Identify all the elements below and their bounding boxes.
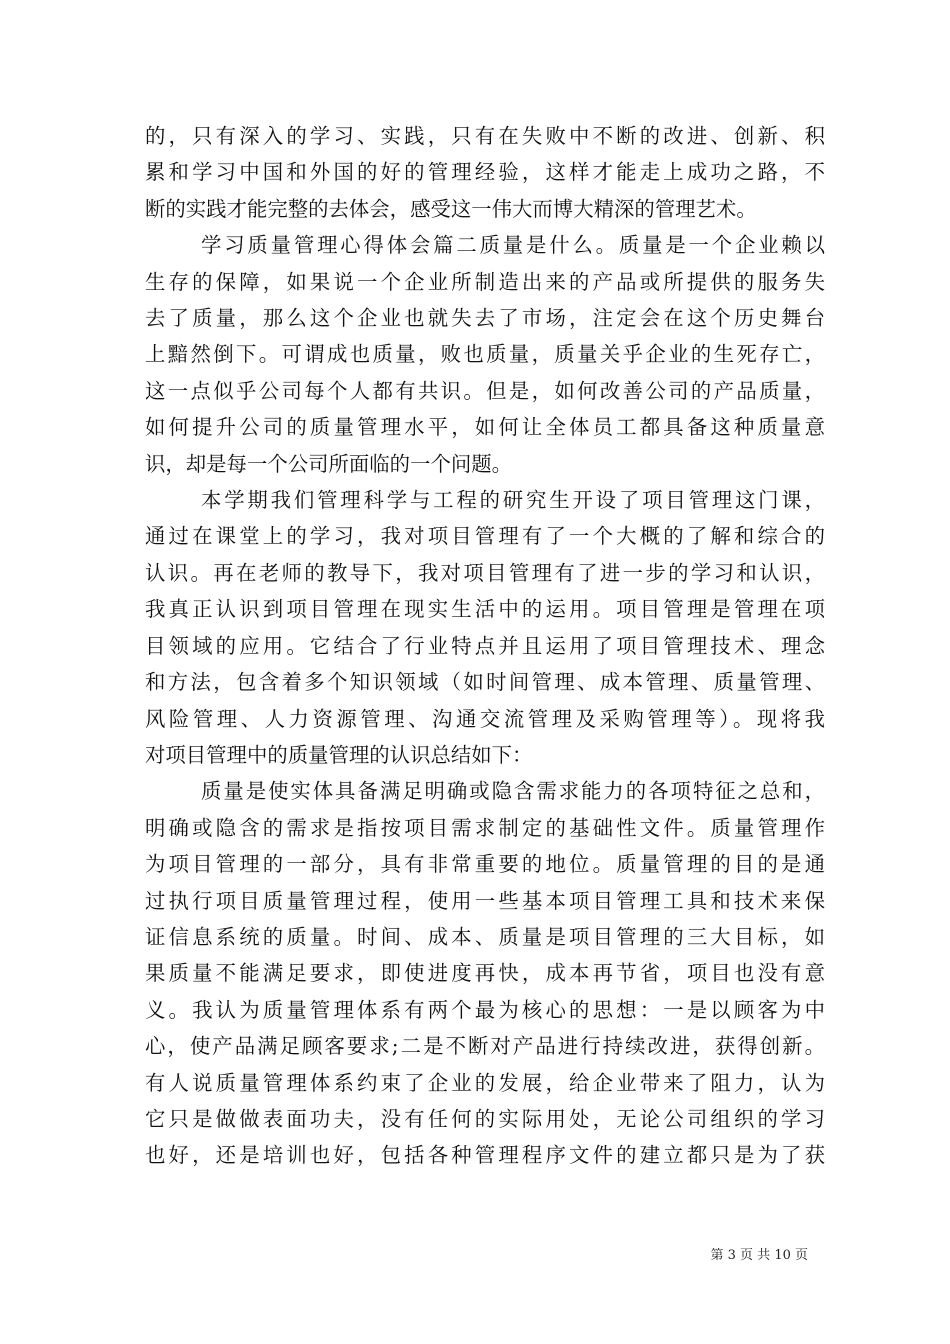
text-line: 的，只有深入的学习、实践，只有在失败中不断的改进、创新、积	[145, 124, 825, 148]
text-line: 累和学习中国和外国的好的管理经验，这样才能走上成功之路，不	[145, 160, 825, 185]
text-line: 风险管理、人力资源管理、沟通交流管理及采购管理等）。现将我	[145, 706, 825, 731]
text-line: 断的实践才能完整的去体会，感受这一伟大而博大精深的管理艺术。	[145, 196, 757, 221]
paragraph-4	[145, 773, 825, 1173]
text-line: 去了质量，那么这个企业也就失去了市场，注定会在这个历史舞台	[145, 306, 825, 331]
text-line: 上黯然倒下。可谓成也质量，败也质量，质量关乎企业的生死存亡，	[145, 342, 825, 367]
text-line: 和方法，包含着多个知识领域（如时间管理、成本管理、质量管理、	[145, 670, 825, 695]
text-line: 对项目管理中的质量管理的认识总结如下：	[145, 742, 533, 767]
text-line: 它只是做做表面功夫，没有任何的实际用处，无论公司组织的学习	[145, 1106, 825, 1131]
text-line: 认识。再在老师的教导下，我对项目管理有了进一步的学习和认识，	[145, 560, 825, 585]
text-line: 这一点似乎公司每个人都有共识。但是，如何改善公司的产品质量，	[145, 378, 825, 403]
text-line: 为项目管理的一部分，具有非常重要的地位。质量管理的目的是通	[145, 852, 825, 877]
paragraph-2	[145, 227, 825, 482]
text-line: 我真正认识到项目管理在现实生活中的运用。项目管理是管理在项	[145, 597, 825, 622]
text-line: 心，使产品满足顾客要求;二是不断对产品进行持续改进，获得创新。	[145, 1034, 825, 1059]
text-line: 有人说质量管理体系约束了企业的发展，给企业带来了阻力，认为	[145, 1070, 825, 1095]
paragraph-1	[145, 118, 825, 227]
text-line: 本学期我们管理科学与工程的研究生开设了项目管理这门课，	[201, 488, 825, 513]
text-line: 明确或隐含的需求是指按项目需求制定的基础性文件。质量管理作	[145, 815, 825, 840]
text-line: 质量是使实体具备满足明确或隐含需求能力的各项特征之总和，	[201, 779, 825, 804]
text-line: 生存的保障，如果说一个企业所制造出来的产品或所提供的服务失	[145, 269, 825, 294]
text-line: 义。我认为质量管理体系有两个最为核心的思想：一是以顾客为中	[145, 997, 825, 1022]
text-line: 过执行项目质量管理过程，使用一些基本项目管理工具和技术来保	[145, 888, 825, 913]
text-line: 如何提升公司的质量管理水平，如何让全体员工都具备这种质量意	[145, 415, 825, 440]
text-line: 通过在课堂上的学习，我对项目管理有了一个大概的了解和综合的	[145, 524, 825, 549]
text-line: 学习质量管理心得体会篇二质量是什么。质量是一个企业赖以	[201, 233, 825, 258]
text-line: 目领域的应用。它结合了行业特点并且运用了项目管理技术、理念	[145, 633, 825, 658]
body-text	[145, 118, 825, 1174]
text-line: 识，却是每一个公司所面临的一个问题。	[145, 451, 513, 476]
text-line: 果质量不能满足要求，即使进度再快，成本再节省，项目也没有意	[145, 961, 825, 986]
text-line: 证信息系统的质量。时间、成本、质量是项目管理的三大目标，如	[145, 924, 825, 949]
text-line: 也好，还是培训也好，包括各种管理程序文件的建立都只是为了获	[145, 1143, 825, 1168]
page-number: 第 3 页 共 10 页	[710, 1248, 808, 1263]
paragraph-3	[145, 482, 825, 773]
